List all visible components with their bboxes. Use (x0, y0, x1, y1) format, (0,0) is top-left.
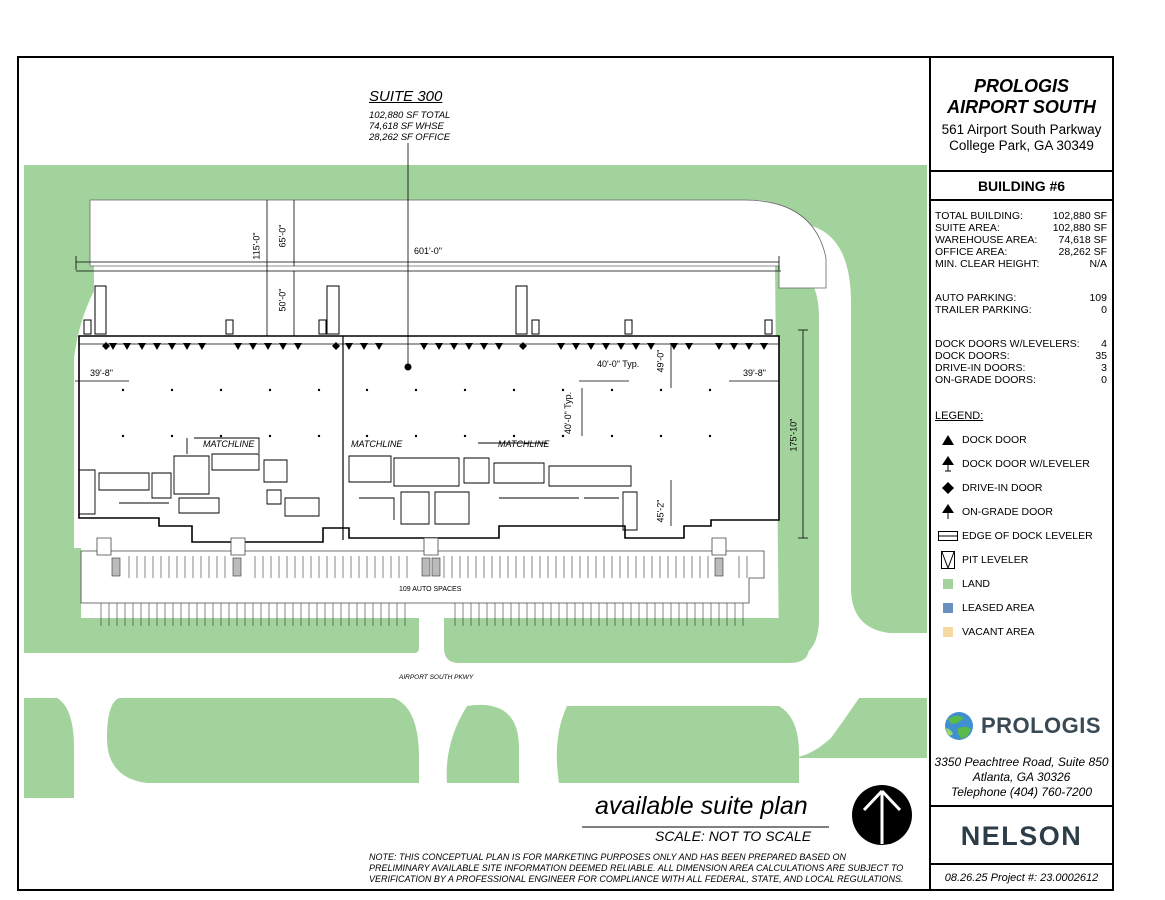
nelson-logo: NELSON (960, 821, 1083, 851)
legend-item (931, 452, 1112, 476)
stat-row (931, 304, 1112, 316)
suite-title: SUITE 300 (369, 88, 443, 105)
stat-label: DOCK DOORS: (935, 350, 1010, 362)
stat-row (931, 350, 1112, 362)
legend-label: DOCK DOOR W/LEVELER (962, 458, 1090, 470)
edge-of-dock-leveler-icon (937, 528, 959, 544)
property-address-line1: 561 Airport South Parkway (941, 122, 1102, 137)
legend-item (931, 428, 1112, 452)
street-label: AIRPORT SOUTH PKWY (399, 674, 474, 681)
stat-row (931, 374, 1112, 386)
typical-bay-depth-dimension: 40'-0" Typ. (563, 391, 574, 435)
on-grade-door-icon (937, 504, 959, 520)
left-bay-dimension: 39'-8" (90, 368, 113, 378)
site-plan (19, 58, 929, 889)
prologis-logo (931, 710, 1112, 742)
drawing-sheet (17, 56, 1114, 891)
stat-row (931, 338, 1112, 350)
property-name-line2: AIRPORT SOUTH (947, 97, 1096, 117)
stat-value: 102,880 SF (1052, 222, 1107, 234)
property-name-line1: PROLOGIS (973, 76, 1069, 96)
dock-door-leveler-icon (937, 456, 959, 472)
dock-structures (84, 286, 772, 334)
legend-item (931, 524, 1112, 548)
disclaimer-line: NOTE: THIS CONCEPTUAL PLAN IS FOR MARKETING PURPOSES ONLY AND HAS BEEN PREPARED BASED ON (369, 852, 846, 862)
parking-lot (81, 538, 764, 626)
suite-total-sf: 102,880 SF TOTAL (369, 110, 451, 121)
stat-value: 74,618 SF (1058, 234, 1107, 246)
typical-bay-dimension: 40'-0" Typ. (597, 359, 640, 369)
matchline-label: MATCHLINE (351, 439, 403, 449)
dimension-65: 65'-0" (277, 224, 288, 248)
legend (931, 410, 1112, 644)
suite-office-sf: 28,262 SF OFFICE (369, 132, 451, 143)
legend-label: LEASED AREA (962, 602, 1035, 614)
stat-row (931, 258, 1112, 270)
leased-area-swatch (937, 600, 959, 616)
legend-label: PIT LEVELER (962, 554, 1029, 566)
prologis-wordmark: PROLOGIS (980, 713, 1102, 738)
land-island-4 (557, 706, 799, 783)
property-address-line2: College Park, GA 30349 (949, 138, 1094, 153)
matchline-label: MATCHLINE (498, 439, 550, 449)
stat-row (931, 222, 1112, 234)
land-area-right (775, 263, 819, 658)
stat-label: SUITE AREA: (935, 222, 1000, 234)
legend-label: VACANT AREA (962, 626, 1035, 638)
overall-width-dimension: 601'-0" (414, 246, 442, 256)
stat-value: 4 (1101, 338, 1107, 350)
available-suite-plan-title: available suite plan (595, 792, 808, 820)
legend-item (931, 572, 1112, 596)
office-address-line: 3350 Peachtree Road, Suite 850 (934, 755, 1109, 769)
stat-row (931, 362, 1112, 374)
stat-label: AUTO PARKING: (935, 292, 1017, 304)
stat-row (931, 246, 1112, 258)
suite-warehouse-sf: 74,618 SF WHSE (369, 121, 444, 132)
building-depth-dimension: 175'-10" (788, 418, 799, 452)
truck-court (90, 200, 826, 288)
land-island-5 (789, 698, 927, 758)
disclaimer-line: PRELIMINARY AVAILABLE SITE INFORMATION DEEMED RELIABLE. ALL DIMENSION AREA CALCULATIONS ARE SUBJECT TO (369, 863, 904, 873)
north-arrow-icon (852, 785, 912, 845)
legend-title: LEGEND: (935, 410, 984, 422)
land-island-3 (447, 705, 519, 783)
stat-label: DRIVE-IN DOORS: (935, 362, 1026, 374)
stat-value: N/A (1089, 258, 1107, 270)
dock-door-icon (937, 432, 959, 448)
legend-label: DOCK DOOR (962, 434, 1027, 446)
title-block (929, 58, 1112, 889)
stat-row (931, 210, 1112, 222)
pit-leveler-icon (937, 552, 959, 568)
stat-label: OFFICE AREA: (935, 246, 1008, 258)
stat-value: 28,262 SF (1058, 246, 1107, 258)
stat-row (931, 234, 1112, 246)
vacant-area-swatch (937, 624, 959, 640)
stat-label: ON-GRADE DOORS: (935, 374, 1036, 386)
prologis-globe-icon (942, 710, 976, 742)
matchline-label: MATCHLINE (203, 439, 255, 449)
stat-value: 35 (1095, 350, 1107, 362)
office-address (931, 755, 1112, 800)
stat-value: 3 (1101, 362, 1107, 374)
legend-item (931, 500, 1112, 524)
office-phone: Telephone (404) 760-7200 (950, 785, 1092, 799)
legend-item (931, 620, 1112, 644)
drive-in-door-icon (937, 480, 959, 496)
property-header (931, 76, 1112, 154)
legend-label: EDGE OF DOCK LEVELER (962, 530, 1093, 542)
stat-value: 0 (1101, 374, 1107, 386)
stat-value: 0 (1101, 304, 1107, 316)
land-island-2 (107, 698, 419, 783)
office-address-line: Atlanta, GA 30326 (972, 770, 1071, 784)
dimension-45: 45'-2" (655, 499, 666, 523)
stat-label: MIN. CLEAR HEIGHT: (935, 258, 1040, 270)
door-stats (931, 338, 1112, 386)
auto-spaces-label: 109 AUTO SPACES (399, 586, 462, 593)
right-bay-dimension: 39'-8" (743, 368, 766, 378)
legend-item (931, 548, 1112, 572)
legend-label: LAND (962, 578, 991, 590)
stat-value: 102,880 SF (1052, 210, 1107, 222)
legend-item (931, 476, 1112, 500)
legend-label: ON-GRADE DOOR (962, 506, 1054, 518)
legend-item (931, 596, 1112, 620)
parking-stats (931, 292, 1112, 316)
stat-label: TOTAL BUILDING: (935, 210, 1023, 222)
disclaimer-note (369, 852, 924, 885)
land-area-parking-right (444, 618, 809, 663)
project-number: 08.26.25 Project #: 23.0002612 (944, 872, 1099, 884)
site-plan-drawing (19, 58, 929, 889)
stat-row (931, 292, 1112, 304)
stats-area (931, 210, 1112, 270)
dimension-115: 115'-0" (251, 232, 262, 260)
stat-label: DOCK DOORS W/LEVELERS: (935, 338, 1080, 350)
stat-label: TRAILER PARKING: (935, 304, 1032, 316)
disclaimer-line: VERIFICATION BY A PROFESSIONAL ENGINEER FOR COMPLIANCE WITH ALL FEDERAL, STATE, AND LOCAL REGULATIONS. (369, 874, 904, 884)
land-swatch (937, 576, 959, 592)
dimension-50: 50'-0" (277, 288, 288, 312)
legend-label: DRIVE-IN DOOR (962, 482, 1043, 494)
building-number: BUILDING #6 (977, 178, 1066, 194)
land-island-1 (24, 698, 74, 798)
stat-label: WAREHOUSE AREA: (935, 234, 1038, 246)
scale-label: SCALE: NOT TO SCALE (655, 828, 812, 844)
dimension-49: 49'-0" (655, 349, 666, 373)
stat-value: 109 (1089, 292, 1107, 304)
